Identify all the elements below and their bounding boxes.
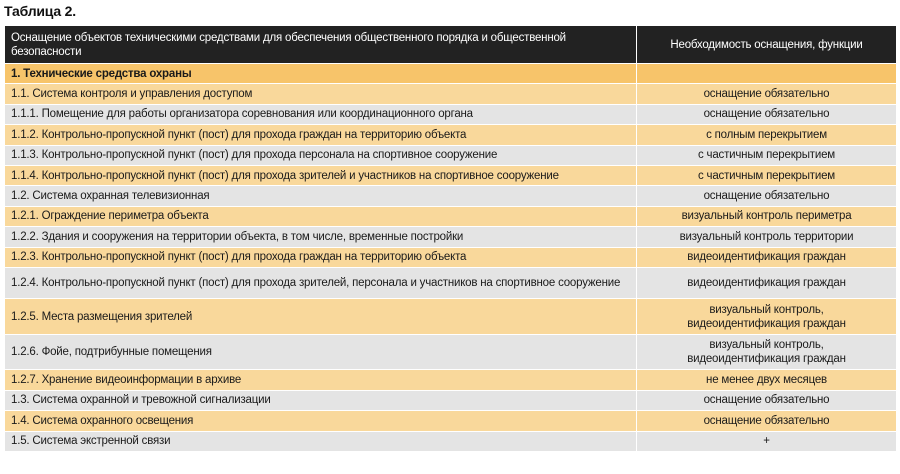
- row-item: 1. Технические средства охраны: [5, 64, 637, 84]
- table-row: [5, 390, 897, 410]
- equipment-table: [4, 25, 897, 452]
- row-item: 1.1.3. Контрольно-пропускной пункт (пост) для прохода персонала на спортивное сооружение: [5, 145, 637, 165]
- row-value-line: видеоидентификация граждан: [687, 353, 846, 366]
- row-value: с частичным перекрытием: [637, 145, 897, 165]
- row-item: 1.2.2. Здания и сооружения на территории объекта, в том числе, временные постройки: [5, 227, 637, 247]
- row-item: 1.3. Система охранной и тревожной сигнализации: [5, 390, 637, 410]
- row-item: 1.2.7. Хранение видеоинформации в архиве: [5, 370, 637, 390]
- table-row: [5, 334, 897, 370]
- table-row: [5, 370, 897, 390]
- header-necessity: Необходимость оснащения, функции: [637, 26, 897, 64]
- table-row: [5, 64, 897, 84]
- row-value-line: визуальный контроль,: [709, 339, 824, 352]
- table-row: [5, 247, 897, 267]
- row-item: 1.5. Система экстренной связи: [5, 431, 637, 451]
- row-value: +: [637, 431, 897, 451]
- table-row: [5, 267, 897, 299]
- table-row: [5, 145, 897, 165]
- table-row: [5, 125, 897, 145]
- table-row: [5, 165, 897, 185]
- header-equipment: Оснащение объектов техническими средствами для обеспечения общественного порядка и общественной безопасности: [5, 26, 637, 64]
- table-row: [5, 227, 897, 247]
- row-item: 1.1.1. Помещение для работы организатора соревнования или координационного органа: [5, 104, 637, 124]
- row-item: 1.4. Система охранного освещения: [5, 411, 637, 431]
- row-value: [637, 64, 897, 84]
- table-header-row: [5, 26, 897, 64]
- table-row: [5, 186, 897, 206]
- row-item: 1.2.6. Фойе, подтрибунные помещения: [5, 334, 637, 370]
- row-value: оснащение обязательно: [637, 390, 897, 410]
- row-value: оснащение обязательно: [637, 186, 897, 206]
- table-row: [5, 299, 897, 335]
- table-row: [5, 104, 897, 124]
- row-item: 1.1.4. Контрольно-пропускной пункт (пост) для прохода зрителей и участников на спортивное сооружение: [5, 165, 637, 185]
- table-caption: Таблица 2.: [4, 3, 76, 19]
- row-value-line: визуальный контроль,: [709, 303, 824, 316]
- table-row: [5, 411, 897, 431]
- table-row: [5, 431, 897, 451]
- row-value: с частичным перекрытием: [637, 165, 897, 185]
- row-value: визуальный контроль территории: [637, 227, 897, 247]
- row-value: визуальный контроль периметра: [637, 206, 897, 226]
- row-value: оснащение обязательно: [637, 411, 897, 431]
- row-item: 1.2.1. Ограждение периметра объекта: [5, 206, 637, 226]
- row-value: [637, 299, 897, 335]
- row-item: 1.2. Система охранная телевизионная: [5, 186, 637, 206]
- table-row: [5, 206, 897, 226]
- row-item: 1.1.2. Контрольно-пропускной пункт (пост) для прохода граждан на территорию объекта: [5, 125, 637, 145]
- row-value: с полным перекрытием: [637, 125, 897, 145]
- row-value: оснащение обязательно: [637, 104, 897, 124]
- row-value: [637, 334, 897, 370]
- row-value: оснащение обязательно: [637, 84, 897, 104]
- row-item: 1.1. Система контроля и управления доступом: [5, 84, 637, 104]
- row-value-line: видеоидентификация граждан: [687, 317, 846, 330]
- table-row: [5, 84, 897, 104]
- row-item: 1.2.4. Контрольно-пропускной пункт (пост) для прохода зрителей, персонала и участников на спортивное сооружение: [5, 267, 637, 299]
- row-value: не менее двух месяцев: [637, 370, 897, 390]
- row-item: 1.2.5. Места размещения зрителей: [5, 299, 637, 335]
- row-value: видеоидентификация граждан: [637, 267, 897, 299]
- row-value: видеоидентификация граждан: [637, 247, 897, 267]
- row-item: 1.2.3. Контрольно-пропускной пункт (пост) для прохода граждан на территорию объекта: [5, 247, 637, 267]
